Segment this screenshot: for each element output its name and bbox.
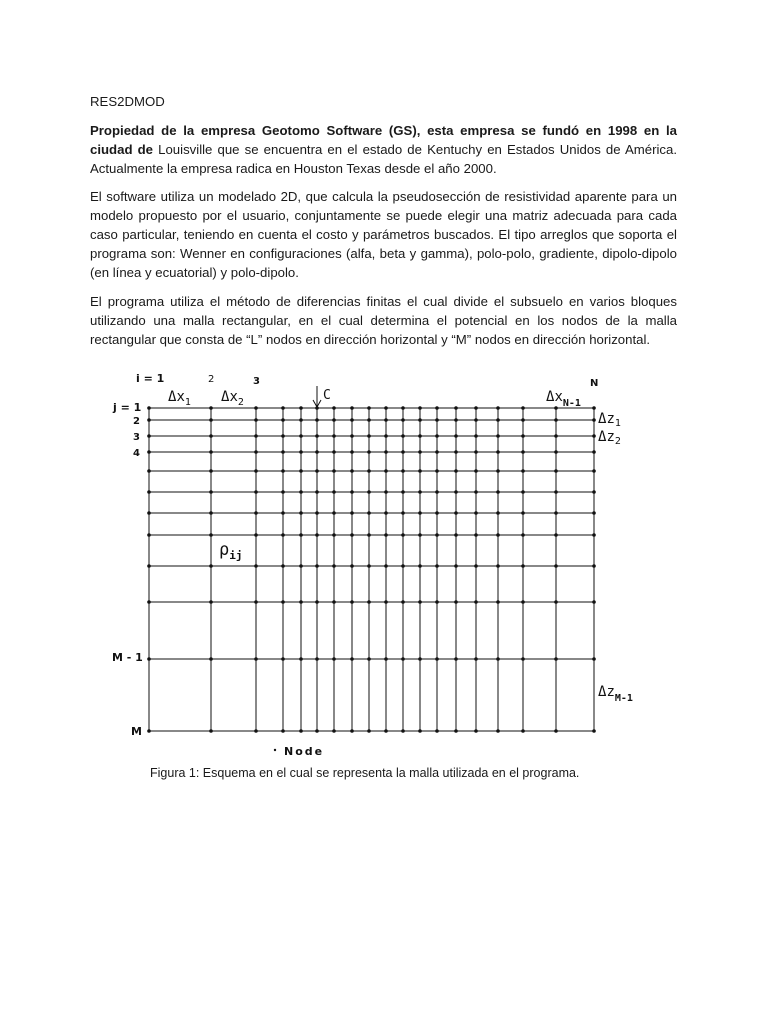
- mesh-node: [281, 406, 285, 410]
- mesh-node: [281, 564, 285, 568]
- mesh-node: [209, 729, 213, 733]
- mesh-node: [332, 511, 336, 515]
- mesh-node: [521, 450, 525, 454]
- column-label-i2: 2: [208, 374, 215, 385]
- mesh-node: [209, 600, 213, 604]
- mesh-node: [315, 469, 319, 473]
- mesh-node: [350, 600, 354, 604]
- mesh-node: [367, 511, 371, 515]
- mesh-node: [592, 469, 596, 473]
- mesh-node: [592, 418, 596, 422]
- figure-caption: Figura 1: Esquema en el cual se representa la malla utilizada en el programa.: [150, 766, 580, 780]
- mesh-node: [350, 490, 354, 494]
- mesh-node: [554, 418, 558, 422]
- row-label-j4: 4: [133, 448, 140, 459]
- mesh-node: [315, 533, 319, 537]
- mesh-grid: [149, 408, 594, 731]
- column-label-i1: i = 1: [136, 372, 165, 385]
- mesh-node: [350, 657, 354, 661]
- mesh-node: [254, 490, 258, 494]
- mesh-node: [147, 600, 151, 604]
- mesh-node: [521, 469, 525, 473]
- mesh-node: [401, 490, 405, 494]
- mesh-node: [474, 406, 478, 410]
- mesh-node: [454, 450, 458, 454]
- mesh-node: [454, 564, 458, 568]
- paragraph-intro-rest: Louisville que se encuentra en el estado de Kentuchy en Estados Unidos de América. Actualmente la empresa radica en Houston Texas desde el año 2000.: [90, 142, 677, 176]
- mesh-node: [592, 406, 596, 410]
- mesh-node: [332, 490, 336, 494]
- mesh-node: [299, 469, 303, 473]
- mesh-node: [209, 406, 213, 410]
- mesh-node: [496, 564, 500, 568]
- mesh-node: [496, 657, 500, 661]
- mesh-node: [496, 434, 500, 438]
- mesh-node: [521, 406, 525, 410]
- mesh-node: [384, 564, 388, 568]
- mesh-node: [254, 511, 258, 515]
- mesh-node: [592, 600, 596, 604]
- mesh-node: [281, 418, 285, 422]
- current-source-arrow: [313, 386, 321, 407]
- mesh-node: [496, 490, 500, 494]
- delta-z1-label: $\Delta z_1$: [598, 411, 621, 429]
- mesh-node: [401, 600, 405, 604]
- column-label-i3: 3: [253, 376, 260, 387]
- mesh-node: [496, 450, 500, 454]
- mesh-node: [281, 434, 285, 438]
- mesh-node: [592, 434, 596, 438]
- mesh-node: [554, 490, 558, 494]
- mesh-node: [474, 511, 478, 515]
- mesh-node: [299, 564, 303, 568]
- mesh-node: [254, 450, 258, 454]
- node-legend-dot: [274, 749, 276, 751]
- mesh-node: [350, 564, 354, 568]
- mesh-node: [418, 469, 422, 473]
- mesh-node: [384, 600, 388, 604]
- mesh-node: [315, 657, 319, 661]
- mesh-node: [367, 490, 371, 494]
- mesh-node: [367, 657, 371, 661]
- mesh-node: [401, 434, 405, 438]
- mesh-node: [592, 450, 596, 454]
- mesh-node: [554, 434, 558, 438]
- mesh-node: [401, 406, 405, 410]
- mesh-node: [418, 729, 422, 733]
- paragraph-method-text: El programa utiliza el método de diferencias finitas el cual divide el subsuelo en varios bloques utilizando una malla rectangular, en el cual determina el potencial en los nodos de la malla rectangular que consta de “L” nodos en dirección horizontal y “M” nodos en dirección horizontal.: [90, 294, 677, 347]
- mesh-node: [454, 600, 458, 604]
- mesh-node: [315, 418, 319, 422]
- mesh-node: [350, 533, 354, 537]
- mesh-node: [367, 450, 371, 454]
- mesh-node: [521, 434, 525, 438]
- mesh-node: [254, 434, 258, 438]
- mesh-node: [254, 406, 258, 410]
- mesh-node: [332, 533, 336, 537]
- mesh-node: [332, 657, 336, 661]
- mesh-node: [281, 490, 285, 494]
- mesh-node: [474, 469, 478, 473]
- mesh-node: [350, 511, 354, 515]
- mesh-node: [554, 450, 558, 454]
- mesh-node: [418, 511, 422, 515]
- mesh-node: [367, 434, 371, 438]
- mesh-node: [367, 600, 371, 604]
- mesh-node: [281, 657, 285, 661]
- delta-x1-label: $\Delta x_1$: [168, 389, 191, 408]
- mesh-node: [384, 490, 388, 494]
- delta-z2-label: $\Delta z_2$: [598, 429, 621, 447]
- mesh-node: [147, 729, 151, 733]
- document-title: RES2DMOD: [90, 94, 165, 109]
- mesh-node: [521, 600, 525, 604]
- mesh-node: [315, 490, 319, 494]
- mesh-node: [401, 657, 405, 661]
- mesh-node: [147, 511, 151, 515]
- current-source-label: C: [323, 388, 331, 403]
- mesh-node: [454, 657, 458, 661]
- mesh-node: [332, 450, 336, 454]
- mesh-node: [254, 533, 258, 537]
- mesh-node: [435, 434, 439, 438]
- mesh-node: [474, 564, 478, 568]
- mesh-node: [435, 657, 439, 661]
- row-label-j2: 2: [133, 416, 140, 427]
- mesh-node: [554, 729, 558, 733]
- mesh-node: [147, 450, 151, 454]
- mesh-node: [401, 450, 405, 454]
- mesh-node: [299, 418, 303, 422]
- mesh-node: [521, 564, 525, 568]
- column-label-N: N: [590, 378, 599, 389]
- mesh-node: [209, 564, 213, 568]
- mesh-node: [281, 450, 285, 454]
- mesh-node: [496, 469, 500, 473]
- mesh-node: [521, 490, 525, 494]
- mesh-node: [384, 418, 388, 422]
- mesh-node: [147, 533, 151, 537]
- mesh-node: [254, 418, 258, 422]
- mesh-node: [299, 533, 303, 537]
- mesh-node: [454, 406, 458, 410]
- mesh-node: [435, 600, 439, 604]
- mesh-node: [454, 418, 458, 422]
- mesh-node: [418, 490, 422, 494]
- mesh-node: [384, 469, 388, 473]
- mesh-node: [454, 434, 458, 438]
- mesh-node: [350, 469, 354, 473]
- mesh-node: [254, 729, 258, 733]
- mesh-node: [281, 533, 285, 537]
- delta-zM-1-label: $\Delta z_{M-1}$: [598, 684, 633, 704]
- mesh-node: [350, 406, 354, 410]
- mesh-node: [384, 657, 388, 661]
- mesh-node: [147, 418, 151, 422]
- paragraph-software-text: El software utiliza un modelado 2D, que calcula la pseudosección de resistividad aparente para un modelo propuesto por el usuario, conjuntamente se puede elegir una matriz adecuada para cada caso particular, teniendo en cuenta el costo y parámetros buscados. El tipo arreglos que soporta el programa son: Wenner en configuraciones (alfa, beta y gamma), polo-polo, gradiente, dipolo-dipolo (en línea y ecuatorial) y polo-dipolo.: [90, 189, 677, 280]
- mesh-node: [496, 406, 500, 410]
- mesh-node: [521, 729, 525, 733]
- mesh-node: [367, 564, 371, 568]
- delta-xN-1-label: $\Delta x_{N-1}$: [546, 389, 581, 409]
- mesh-node: [454, 490, 458, 494]
- mesh-node: [496, 600, 500, 604]
- mesh-node: [554, 511, 558, 515]
- mesh-node: [147, 657, 151, 661]
- mesh-node: [384, 434, 388, 438]
- mesh-node: [521, 657, 525, 661]
- mesh-node: [474, 657, 478, 661]
- mesh-node: [401, 511, 405, 515]
- mesh-node: [554, 406, 558, 410]
- mesh-node: [401, 533, 405, 537]
- mesh-node: [299, 600, 303, 604]
- mesh-node: [435, 729, 439, 733]
- mesh-node: [209, 533, 213, 537]
- mesh-node: [367, 729, 371, 733]
- mesh-node: [315, 511, 319, 515]
- mesh-node: [315, 434, 319, 438]
- mesh-node: [592, 729, 596, 733]
- mesh-node: [418, 434, 422, 438]
- mesh-node: [401, 729, 405, 733]
- mesh-node: [435, 450, 439, 454]
- node-legend-label: Node: [284, 745, 325, 758]
- mesh-node: [496, 511, 500, 515]
- mesh-node: [401, 418, 405, 422]
- mesh-node: [554, 600, 558, 604]
- mesh-node: [474, 600, 478, 604]
- mesh-node: [367, 469, 371, 473]
- mesh-node: [435, 490, 439, 494]
- mesh-node: [454, 533, 458, 537]
- mesh-node: [521, 533, 525, 537]
- mesh-node: [147, 469, 151, 473]
- mesh-node: [254, 564, 258, 568]
- mesh-node: [332, 564, 336, 568]
- mesh-node: [299, 657, 303, 661]
- mesh-node: [454, 469, 458, 473]
- mesh-node: [435, 564, 439, 568]
- mesh-node: [554, 564, 558, 568]
- mesh-node: [384, 729, 388, 733]
- mesh-node: [592, 564, 596, 568]
- mesh-node: [496, 533, 500, 537]
- resistivity-label: $\rho_{ij}$: [219, 540, 243, 562]
- mesh-node: [592, 657, 596, 661]
- mesh-node: [474, 450, 478, 454]
- mesh-node: [332, 418, 336, 422]
- mesh-node: [384, 406, 388, 410]
- mesh-node: [418, 533, 422, 537]
- mesh-node: [592, 533, 596, 537]
- mesh-node: [281, 729, 285, 733]
- mesh-node: [554, 533, 558, 537]
- mesh-node: [315, 600, 319, 604]
- mesh-node: [209, 418, 213, 422]
- mesh-node: [384, 450, 388, 454]
- mesh-node: [592, 490, 596, 494]
- mesh-node: [592, 511, 596, 515]
- mesh-node: [474, 418, 478, 422]
- mesh-node: [350, 434, 354, 438]
- mesh-node: [209, 511, 213, 515]
- mesh-node: [474, 533, 478, 537]
- mesh-node: [435, 406, 439, 410]
- mesh-node: [418, 600, 422, 604]
- mesh-node: [435, 469, 439, 473]
- mesh-node: [454, 511, 458, 515]
- mesh-node: [350, 418, 354, 422]
- mesh-node: [254, 600, 258, 604]
- mesh-node: [299, 490, 303, 494]
- mesh-node: [209, 657, 213, 661]
- mesh-node: [281, 511, 285, 515]
- mesh-node: [474, 729, 478, 733]
- mesh-node: [474, 490, 478, 494]
- mesh-node: [332, 600, 336, 604]
- row-label-j3: 3: [133, 432, 140, 443]
- mesh-node: [418, 406, 422, 410]
- mesh-node: [521, 418, 525, 422]
- mesh-node: [147, 564, 151, 568]
- mesh-node: [299, 511, 303, 515]
- mesh-node: [254, 657, 258, 661]
- paragraph-intro-lead: Propiedad de la empresa Geotomo Software (GS), esta empresa se fundó en 1998 en la ciudad de: [90, 123, 677, 157]
- mesh-node: [521, 511, 525, 515]
- mesh-node: [281, 600, 285, 604]
- mesh-node: [435, 511, 439, 515]
- mesh-node: [332, 469, 336, 473]
- mesh-node: [367, 533, 371, 537]
- mesh-node: [332, 729, 336, 733]
- mesh-node: [401, 469, 405, 473]
- mesh-node: [315, 729, 319, 733]
- mesh-node: [281, 469, 285, 473]
- mesh-node: [332, 406, 336, 410]
- mesh-nodes: [147, 406, 596, 733]
- mesh-node: [418, 418, 422, 422]
- mesh-node: [418, 657, 422, 661]
- mesh-node: [435, 533, 439, 537]
- mesh-node: [147, 434, 151, 438]
- mesh-node: [418, 564, 422, 568]
- row-label-M-1: M - 1: [112, 651, 143, 664]
- mesh-node: [332, 434, 336, 438]
- mesh-node: [496, 418, 500, 422]
- mesh-node: [209, 469, 213, 473]
- mesh-node: [554, 469, 558, 473]
- mesh-node: [554, 657, 558, 661]
- mesh-node: [299, 729, 303, 733]
- mesh-node: [299, 406, 303, 410]
- mesh-node: [350, 729, 354, 733]
- mesh-node: [209, 450, 213, 454]
- mesh-node: [315, 564, 319, 568]
- mesh-node: [418, 450, 422, 454]
- mesh-node: [401, 564, 405, 568]
- mesh-node: [209, 434, 213, 438]
- mesh-node: [454, 729, 458, 733]
- mesh-node: [367, 418, 371, 422]
- row-label-M: M: [131, 725, 142, 738]
- mesh-node: [209, 490, 213, 494]
- mesh-node: [315, 450, 319, 454]
- mesh-node: [147, 406, 151, 410]
- mesh-node: [435, 418, 439, 422]
- mesh-node: [299, 434, 303, 438]
- mesh-node: [474, 434, 478, 438]
- mesh-node: [367, 406, 371, 410]
- mesh-node: [496, 729, 500, 733]
- delta-x2-label: $\Delta x_2$: [221, 389, 244, 408]
- mesh-node: [254, 469, 258, 473]
- mesh-node: [350, 450, 354, 454]
- mesh-node: [147, 490, 151, 494]
- mesh-node: [384, 511, 388, 515]
- mesh-node: [384, 533, 388, 537]
- row-label-j1: j = 1: [113, 401, 142, 414]
- mesh-node: [299, 450, 303, 454]
